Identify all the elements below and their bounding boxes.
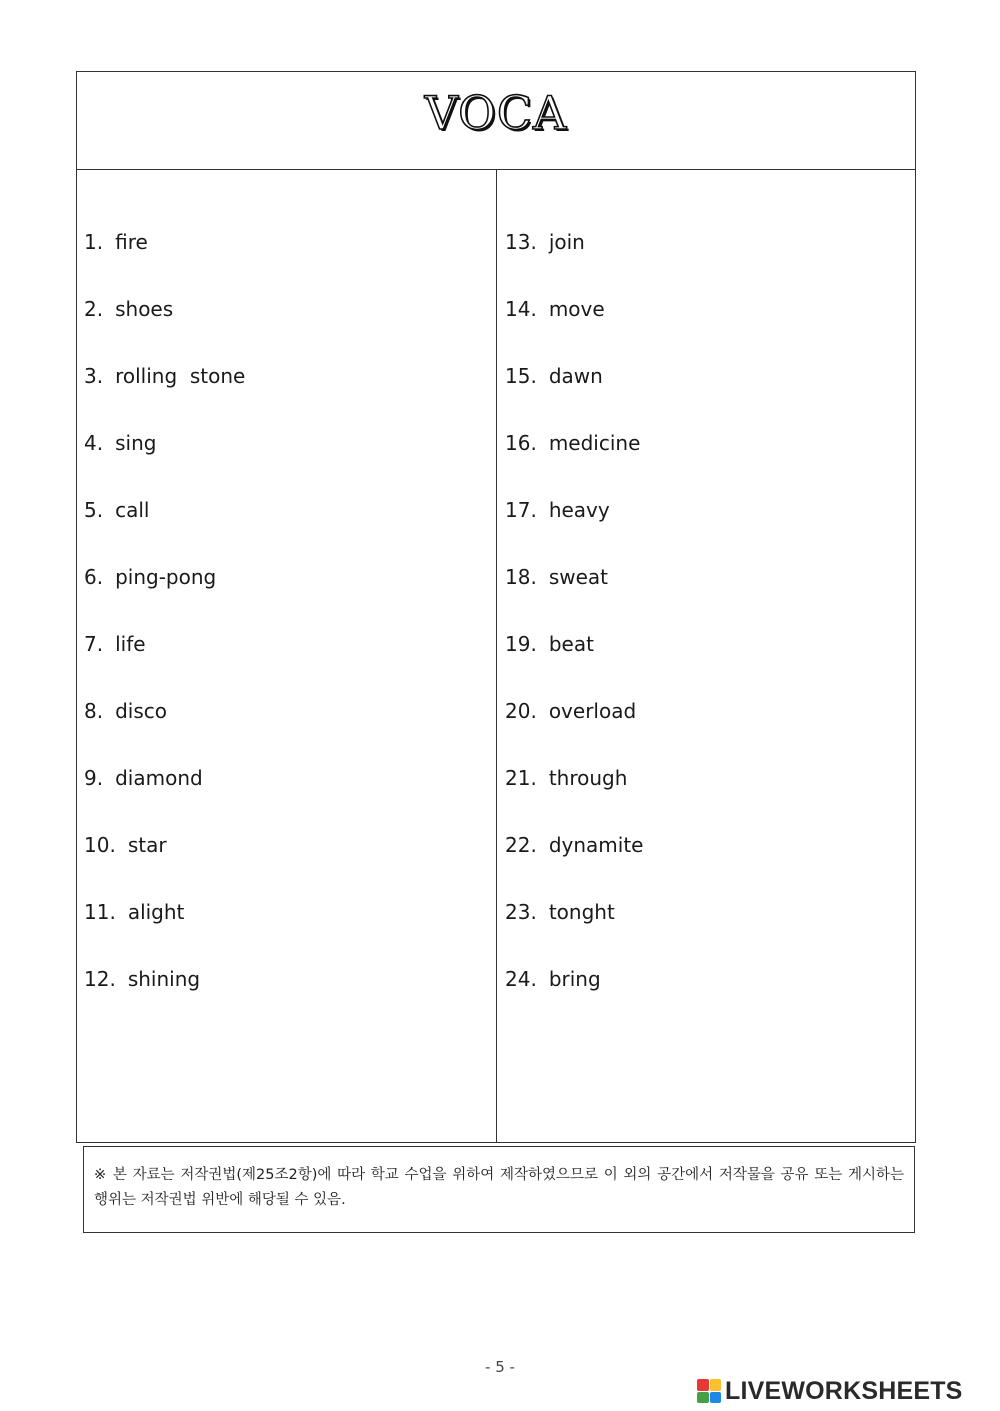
vocab-item [84,364,245,388]
vocab-number: 22. [505,833,537,857]
vocab-number: 11. [84,900,116,924]
vocab-number: 6. [84,565,104,589]
vocab-item [505,565,608,589]
logo-square [697,1379,709,1391]
vocab-number: 13. [505,230,537,254]
vocab-number: 20. [505,699,537,723]
vocab-item [84,297,173,321]
vocab-item [505,498,610,522]
vocab-word: diamond [115,766,203,790]
vocab-number: 24. [505,967,537,991]
vocab-number: 18. [505,565,537,589]
vocab-item [84,632,146,656]
vocab-item [84,967,200,991]
page-title: VOCA [424,86,568,140]
vocab-word: dynamite [548,833,644,857]
vocab-item [505,900,615,924]
column-divider [496,169,497,1142]
vocab-number: 8. [84,699,104,723]
vocab-item [505,297,605,321]
vocab-item [84,766,203,790]
vocab-number: 17. [505,498,537,522]
vocab-word: beat [548,632,594,656]
vocab-word: through [548,766,628,790]
page-number: - 5 - [485,1358,515,1376]
vocab-number: 5. [84,498,104,522]
vocab-item [84,699,167,723]
vocab-word: overload [548,699,637,723]
vocab-item [505,967,601,991]
vocab-item [505,364,603,388]
vocab-number: 4. [84,431,104,455]
vocab-number: 10. [84,833,116,857]
vocab-word: rolling stone [115,364,246,388]
copyright-notice: ※ 본 자료는 저작권법(제25조2항)에 따라 학교 수업을 위하여 제작하였으므로 이 외의 공간에서 저작물을 공유 또는 게시하는 행위는 저작권법 위반에 해당될 수 있음. [83,1146,915,1233]
vocab-item [505,766,627,790]
vocab-word: sing [115,431,157,455]
vocab-number: 21. [505,766,537,790]
vocab-word: dawn [548,364,603,388]
vocab-word: join [548,230,585,254]
vocab-number: 16. [505,431,537,455]
vocab-word: tonght [548,900,615,924]
vocab-word: medicine [548,431,641,455]
vocab-number: 14. [505,297,537,321]
vocab-word: alight [127,900,185,924]
vocab-word: bring [548,967,601,991]
logo-square [710,1379,722,1391]
vocab-number: 3. [84,364,104,388]
vocab-item [505,699,636,723]
vocab-item [505,632,594,656]
vocab-word: life [115,632,146,656]
vocab-item [84,900,184,924]
vocab-word: call [115,498,150,522]
vocab-word: ping-pong [115,565,217,589]
vocab-item [505,230,585,254]
vocab-number: 12. [84,967,116,991]
vocab-word: shoes [115,297,174,321]
vocab-word: move [548,297,605,321]
vocab-item [84,565,216,589]
vocab-item [84,498,149,522]
vocab-word: star [127,833,167,857]
logo-square [697,1392,709,1404]
vocabulary-sheet [76,71,916,1143]
vocab-number: 2. [84,297,104,321]
vocab-number: 7. [84,632,104,656]
vocab-word: shining [127,967,201,991]
vocab-item [84,431,156,455]
vocab-word: disco [115,699,167,723]
title-row [77,72,915,170]
vocab-word: sweat [548,565,608,589]
vocab-number: 9. [84,766,104,790]
vocab-item [505,431,640,455]
vocab-item [505,833,643,857]
logo-square [710,1392,722,1404]
vocab-item [84,230,148,254]
vocab-number: 1. [84,230,104,254]
vocab-number: 19. [505,632,537,656]
vocab-word: heavy [548,498,610,522]
vocab-number: 23. [505,900,537,924]
vocab-item [84,833,167,857]
vocab-number: 15. [505,364,537,388]
liveworksheets-logo-icon [697,1379,721,1403]
vocab-word: fire [115,230,148,254]
brand-name: LIVEWORKSHEETS [725,1376,963,1405]
brand-watermark [697,1376,995,1406]
